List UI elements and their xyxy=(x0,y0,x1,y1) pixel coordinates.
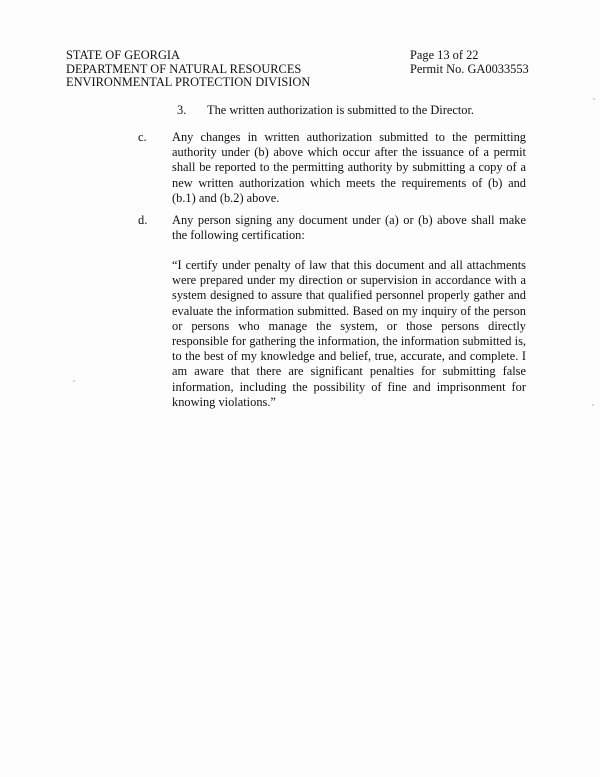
header-department: DEPARTMENT OF NATURAL RESOURCES xyxy=(66,61,302,76)
paragraph-letter: c. xyxy=(138,130,147,144)
paragraph-text: Any changes in written authorization submitted to the permitting authority under (b) above which occur after the issuance of a permit shall be reported to the permitting authority by submitting a copy of a new written authorization which meets the requirements of (b) and (b.1) and (b.2) above. xyxy=(172,130,526,205)
paragraph-d xyxy=(138,213,526,243)
paragraph-letter: d. xyxy=(138,213,148,227)
permit-number: Permit No. GA0033553 xyxy=(410,61,529,76)
header-agency-block xyxy=(66,49,310,90)
scan-speck xyxy=(592,404,594,406)
header-division: ENVIRONMENTAL PROTECTION DIVISION xyxy=(66,75,311,90)
paragraph-text: Any person signing any document under (a) or (b) above shall make the following certification: xyxy=(172,213,526,243)
list-item-number: 3. xyxy=(177,103,187,117)
scan-speck xyxy=(73,380,75,382)
header-state: STATE OF GEORGIA xyxy=(66,48,180,62)
page-number: Page 13 of 22 xyxy=(410,48,479,62)
list-item-3 xyxy=(177,103,474,118)
paragraph-c xyxy=(138,130,526,206)
scan-speck xyxy=(593,98,595,100)
certification-statement: “I certify under penalty of law that this document and all attachments were prepared under my direction or supervision in accordance with a system designed to assure that qualified personnel properly gather and evaluate the information submitted. Based on my inquiry of the person or persons who manage the system, or those persons directly responsible for gathering the information, the information submitted is, to the best of my knowledge and belief, true, accurate, and complete. I am aware that there are significant penalties for submitting false information, including the possibility of fine and imprisonment for knowing violations.” xyxy=(172,258,526,409)
header-page-info xyxy=(410,49,529,76)
list-item-text: The written authorization is submitted to the Director. xyxy=(207,103,475,117)
